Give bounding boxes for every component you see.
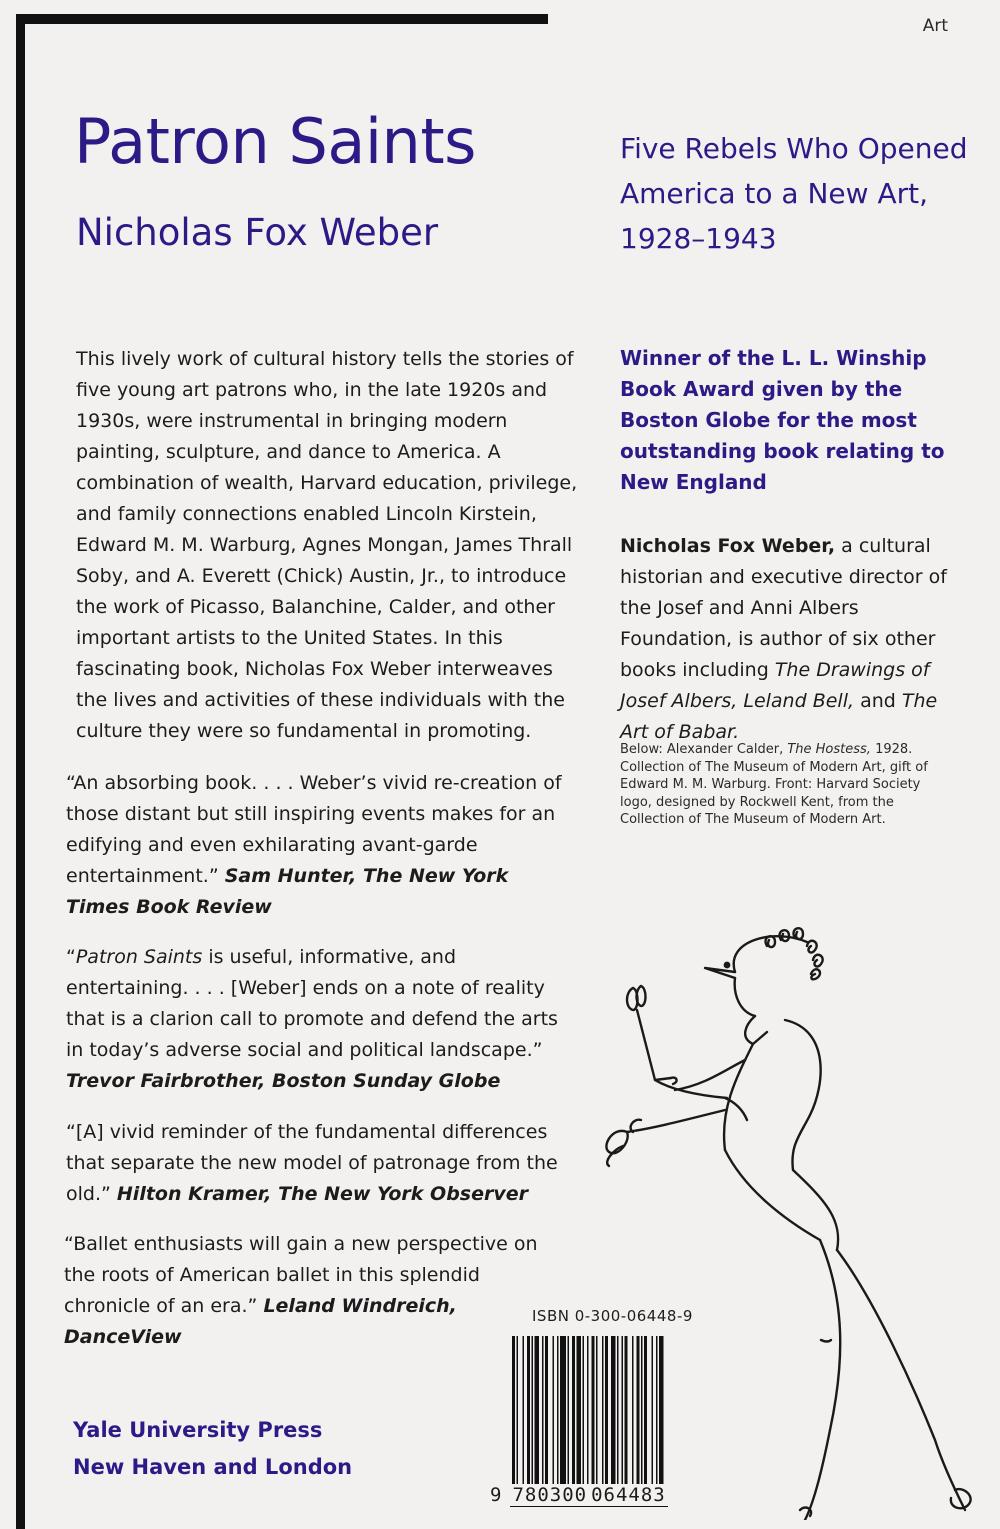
quote-text: is useful, informative, and entertaining. . . . [Weber] ends on a note of reality that is a clarion call to promote and defend the arts in today’s adverse social and political landscape.”	[66, 946, 558, 1061]
quote-source: Sam Hunter, The New York Times Book Review	[66, 865, 509, 918]
barcode-bar	[617, 1336, 619, 1484]
barcode-bar	[583, 1336, 585, 1484]
barcode-bar	[527, 1336, 530, 1484]
barcode-bar	[641, 1336, 643, 1484]
barcode-bar	[532, 1336, 534, 1484]
barcode-bar	[652, 1336, 654, 1484]
review-quote-3	[66, 1117, 571, 1210]
review-quote-2	[66, 942, 571, 1097]
barcode-digits	[490, 1484, 668, 1507]
quote-text: “[A] vivid reminder of the fundamental differences that separate the new model of patronage from the old.”	[66, 1121, 558, 1205]
quote-text: “An absorbing book. . . . Weber’s vivid re-creation of those distant but still inspiring events makes for an edifying and even exhilarating avant-garde entertainment.”	[66, 772, 562, 887]
publisher-name: Yale University Press	[73, 1418, 323, 1442]
review-quote-1	[66, 768, 571, 923]
barcode-bar	[545, 1336, 548, 1484]
barcode-group-1: 780300	[512, 1484, 588, 1506]
quote-source: Trevor Fairbrother, Boston Sunday Globe	[66, 1070, 501, 1092]
barcode-lead-digit: 9	[490, 1484, 503, 1506]
barcode-bar	[622, 1336, 624, 1484]
caption-pre: Below: Alexander Calder,	[620, 742, 788, 757]
quote-source: Hilton Kramer, The New York Observer	[116, 1183, 529, 1205]
publisher-location: New Haven and London	[73, 1455, 353, 1479]
blurb-text: This lively work of cultural history tells the stories of five young art patrons who, in the late 1920s and 1930s, were instrumental in bringing modern painting, sculpture, and dance to America. A combination of wealth, Harvard education, privilege, and family connections enabled Lincoln Kirstein, Edward M. M. Warburg, Agnes Mongan, James Thrall Soby, and A. Everett (Chick) Austin, Jr., to introduce the work of Picasso, Balanchine, Calder, and other important artists to the United States. In this fascinating book, Nicholas Fox Weber interweaves the lives and activities of these individuals with the culture they were so fundamental in promoting.	[76, 348, 578, 742]
category-label: Art	[922, 16, 948, 36]
barcode-bar	[577, 1336, 582, 1484]
barcode-bar	[587, 1336, 589, 1484]
top-rule	[16, 14, 548, 24]
bio-book-2: The Art of Babar.	[620, 690, 938, 743]
barcode-bar	[625, 1336, 628, 1484]
bio-name: Nicholas Fox Weber,	[620, 535, 836, 557]
quote-source: Leland Windreich, DanceView	[64, 1295, 457, 1348]
barcode-bar	[644, 1336, 647, 1484]
quote-book-title: Patron Saints	[75, 946, 203, 968]
barcode-bar	[553, 1336, 555, 1484]
book-blurb	[76, 344, 581, 747]
barcode-bar	[605, 1336, 608, 1484]
caption-post: 1928. Collection of The Museum of Modern Art, gift of Edward M. M. Warburg. Front: Harvard Society logo, designed by Rockwell Kent, from the Collection of The Museum of Modern Art.	[620, 742, 928, 827]
barcode-bar	[596, 1336, 598, 1484]
barcode-bar	[632, 1336, 634, 1484]
quote-open: “	[66, 946, 76, 968]
barcode-bar	[572, 1336, 575, 1484]
award-text: Winner of the L. L. Winship Book Award given by the Boston Globe for the most outstanding book relating to New England	[620, 346, 945, 494]
barcode-bar	[637, 1336, 640, 1484]
bio-book-1: The Drawings of Josef Albers, Leland Bell,	[620, 659, 930, 712]
book-author: Nicholas Fox Weber	[76, 211, 439, 254]
barcode-bar	[659, 1336, 664, 1484]
quote-text: “Ballet enthusiasts will gain a new perspective on the roots of American ballet in this splendid chronicle of an era.”	[64, 1233, 538, 1317]
barcode	[512, 1336, 712, 1484]
barcode-bar	[542, 1336, 544, 1484]
barcode-bar	[535, 1336, 540, 1484]
author-bio	[620, 531, 960, 748]
barcode-bar	[512, 1336, 515, 1484]
barcode-bar	[517, 1336, 519, 1484]
barcode-bar	[523, 1336, 525, 1484]
barcode-group-2: 064483	[591, 1484, 666, 1506]
barcode-bar	[557, 1336, 559, 1484]
barcode-bar	[611, 1336, 616, 1484]
book-title: Patron Saints	[74, 105, 476, 178]
barcode-bar	[656, 1336, 658, 1484]
barcode-bar	[592, 1336, 595, 1484]
caption-work: The Hostess,	[787, 742, 871, 757]
barcode-bar	[560, 1336, 566, 1484]
publisher-block	[73, 1412, 352, 1486]
image-caption	[620, 741, 950, 829]
barcode-bar	[568, 1336, 570, 1484]
barcode-bar	[602, 1336, 604, 1484]
review-quote-4	[64, 1229, 569, 1353]
book-subtitle: Five Rebels Who Opened America to a New Art, 1928–1943	[620, 132, 968, 255]
left-rule	[16, 14, 25, 1529]
bio-and: and	[854, 690, 902, 712]
bio-text: a cultural historian and executive director of the Josef and Anni Albers Foundation, is author of six other books including	[620, 535, 947, 681]
isbn-label: ISBN 0-300-06448-9	[532, 1307, 693, 1325]
